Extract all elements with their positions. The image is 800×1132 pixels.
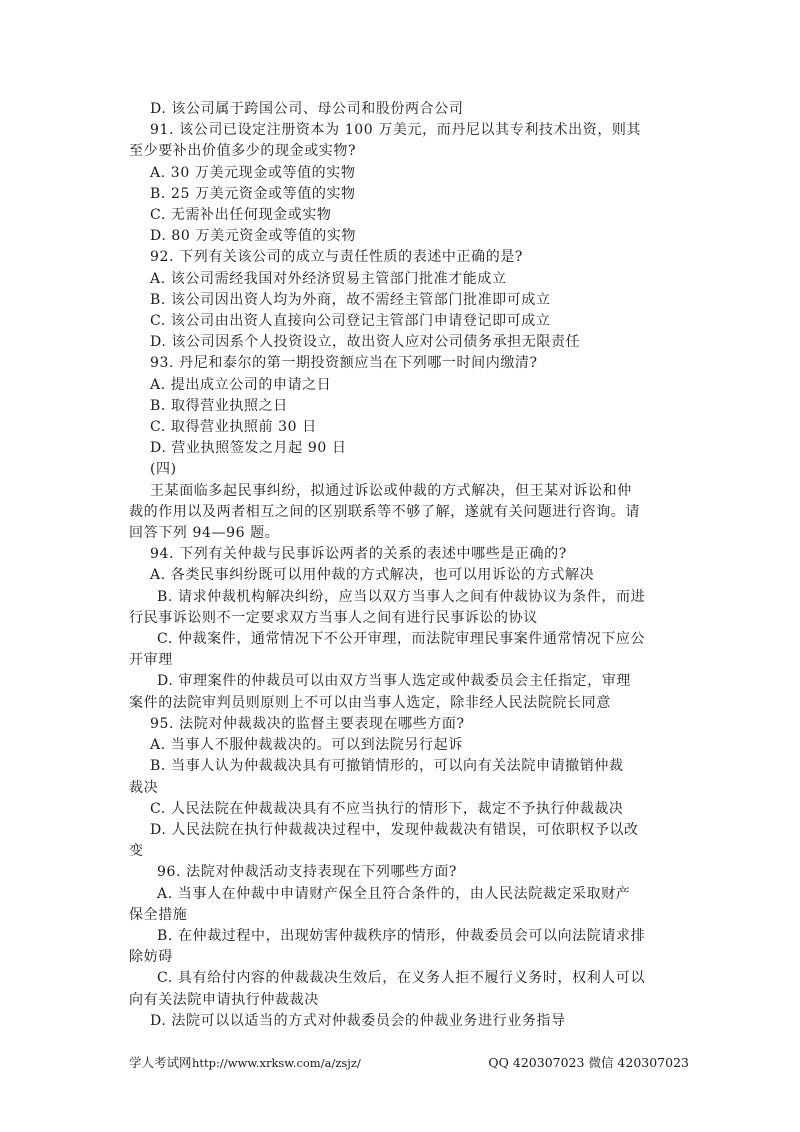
text-line: 王某面临多起民事纠纷，拟通过诉讼或仲裁的方式解决，但王某对诉讼和仲 [150,482,632,499]
text-line: D. 法院可以以适当的方式对仲裁委员会的仲裁业务进行业务指导 [150,1012,566,1029]
text-line: D. 该公司属于跨国公司、母公司和股份两合公司 [150,101,464,117]
footer-site-name: 学人考试网 [129,1055,192,1070]
text-line: B. 取得营业执照之日 [150,397,288,414]
text-line: 回答下列 94—96 题。 [129,525,280,542]
text-line: C. 取得营业执照前 30 日 [150,419,317,436]
text-line: 裁的作用以及两者相互之间的区别联系等不够了解，遂就有关问题进行咨询。请 [129,503,640,520]
text-line: B. 该公司因出资人均为外商，故不需经主管部门批准即可成立 [150,291,551,308]
text-line: (四) [150,461,177,478]
text-line: A. 提出成立公司的申请之日 [150,376,332,393]
text-line: D. 审理案件的仲裁员可以由双方当事人选定或仲裁委员会主任指定，审理 [157,673,632,690]
text-line: 94. 下列有关仲裁与民事诉讼两者的关系的表述中哪些是正确的? [150,546,567,563]
footer-contact: QQ 420307023 微信 420307023 [488,1055,689,1070]
text-line: 开审理 [129,652,173,669]
text-line: 向有关法院申请执行仲裁裁决 [129,991,319,1008]
text-line: A. 30 万美元现金或等值的实物 [150,164,356,181]
text-line: D. 营业执照签发之月起 90 日 [150,440,347,457]
text-line: C. 该公司由出资人直接向公司登记主管部门申请登记即可成立 [150,313,551,330]
text-line: C. 仲裁案件，通常情况下不公开审理，而法院审理民事案件通常情况下应公 [157,631,646,648]
text-line: 95. 法院对仲裁裁决的监督主要表现在哪些方面? [150,715,465,732]
text-line: 除妨碍 [129,949,173,966]
text-line: 91. 该公司已设定注册资本为 100 万美元，而丹尼以其专利技术出资，则其 [150,122,642,139]
page-footer [129,1053,689,1073]
text-line: 93. 丹尼和泰尔的第一期投资额应当在下列哪一时间内缴清? [150,355,538,372]
text-line: 92. 下列有关该公司的成立与责任性质的表述中正确的是? [150,249,524,266]
text-line: C. 具有给付内容的仲裁裁决生效后，在义务人拒不履行义务时，权利人可以 [157,970,646,987]
footer-url[interactable]: http://www.xrksw.com/a/zsjz/ [192,1056,361,1070]
text-line: A. 各类民事纠纷既可以用仲裁的方式解决，也可以用诉讼的方式解决 [150,567,595,584]
document-body [129,99,679,1032]
text-line: 裁决 [129,779,159,796]
text-line: A. 该公司需经我国对外经济贸易主管部门批准才能成立 [150,270,507,287]
text-line: A. 当事人在仲裁中申请财产保全且符合条件的，由人民法院裁定采取财产 [157,885,631,902]
text-line: 96. 法院对仲裁活动支持表现在下列哪些方面? [157,864,458,881]
text-line: 变 [129,843,144,860]
text-line: 行民事诉讼则不一定要求双方当事人之间有进行民事诉讼的协议 [129,609,538,626]
text-line: A. 当事人不服仲裁裁决的。可以到法院另行起诉 [150,737,463,754]
text-line: D. 该公司因系个人投资设立，故出资人应对公司债务承担无限责任 [150,334,581,351]
text-line: 保全措施 [129,906,188,923]
text-line: B. 请求仲裁机构解决纠纷，应当以双方当事人之间有仲裁协议为条件，而进 [157,588,646,605]
text-line: B. 25 万美元资金或等值的实物 [150,185,356,202]
text-line: 案件的法院审判员则原则上不可以由当事人选定，除非经人民法院院长同意 [129,694,611,711]
text-line: B. 在仲裁过程中，出现妨害仲裁秩序的情形，仲裁委员会可以向法院请求排 [157,927,646,944]
text-line: C. 无需补出任何现金或实物 [150,207,332,224]
text-line: B. 当事人认为仲裁裁决具有可撤销情形的，可以向有关法院申请撤销仲裁 [150,758,624,775]
text-line: D. 人民法院在执行仲裁裁决过程中，发现仲裁裁决有错误，可依职权予以改 [150,821,639,838]
text-line: C. 人民法院在仲裁裁决具有不应当执行的情形下，裁定不予执行仲裁裁决 [150,800,624,817]
text-line: 至少要补出价值多少的现金或实物? [129,143,357,160]
text-line: D. 80 万美元资金或等值的实物 [150,228,357,245]
